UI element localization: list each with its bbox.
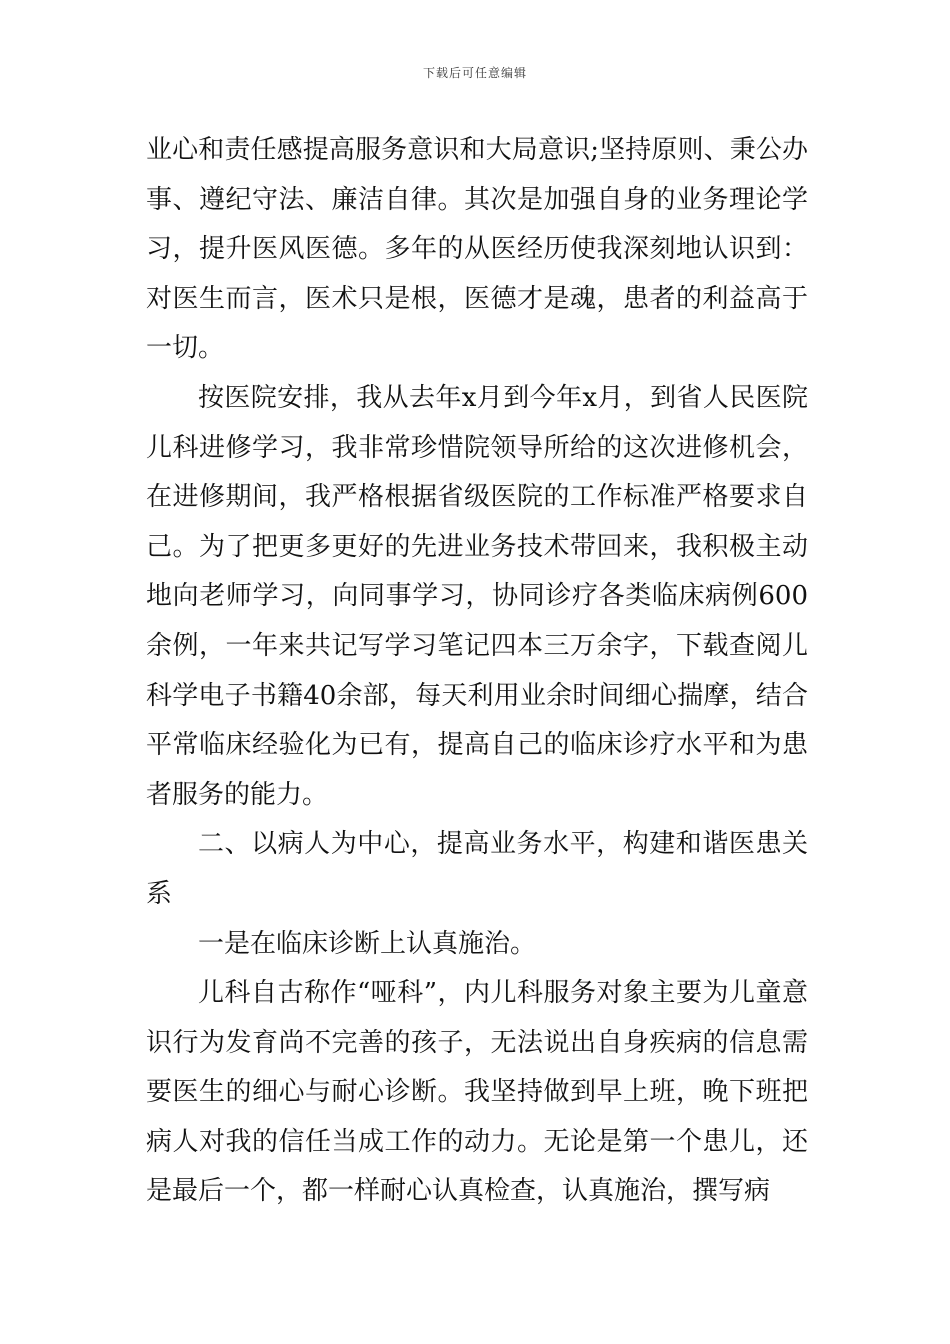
paragraph: 一是在临床诊断上认真施治。 <box>198 928 537 959</box>
page-header: 下载后可任意编辑 <box>422 66 527 80</box>
paragraph: 按医院安排，我从去年x月到今年x月，到省人民医院儿科进修学习，我非常珍惜院领导所给的这次进修机会，在进修期间，我严格根据省级医院的工作标准严格要求自己。为了把更多更好的先进业务技术带回来，我积极主动地向老师学习，向同事学习，协同诊疗各类临床病例600余例，一年来共记写学习笔记四本三万余字，下载查阅儿科学电子书籍40余部，每天利用业余时间细心揣摩，结合平常临床经验化为已有，提高自己的临床诊疗水平和为患者服务的能力。 <box>146 382 808 810</box>
section-heading: 二、以病人为中心，提高业务水平，构建和谐医患关系 <box>146 829 808 909</box>
paragraph: 业心和责任感提高服务意识和大局意识;坚持原则、秉公办事、遵纪守法、廉洁自律。其次是加强自身的业务理论学习，提升医风医德。多年的从医经历使我深刻地认识到：对医生而言，医术只是根，医德才是魂，患者的利益高于一切。 <box>146 135 808 364</box>
paragraph: 儿科自古称作“哑科”，内儿科服务对象主要为儿童意识行为发育尚不完善的孩子，无法说出自身疾病的信息需要医生的细心与耐心诊断。我坚持做到早上班，晚下班把病人对我的信任当成工作的动力。无论是第一个患儿，还是最后一个，都一样耐心认真检查，认真施治，撰写病 <box>146 978 808 1207</box>
document-body <box>146 126 808 1217</box>
